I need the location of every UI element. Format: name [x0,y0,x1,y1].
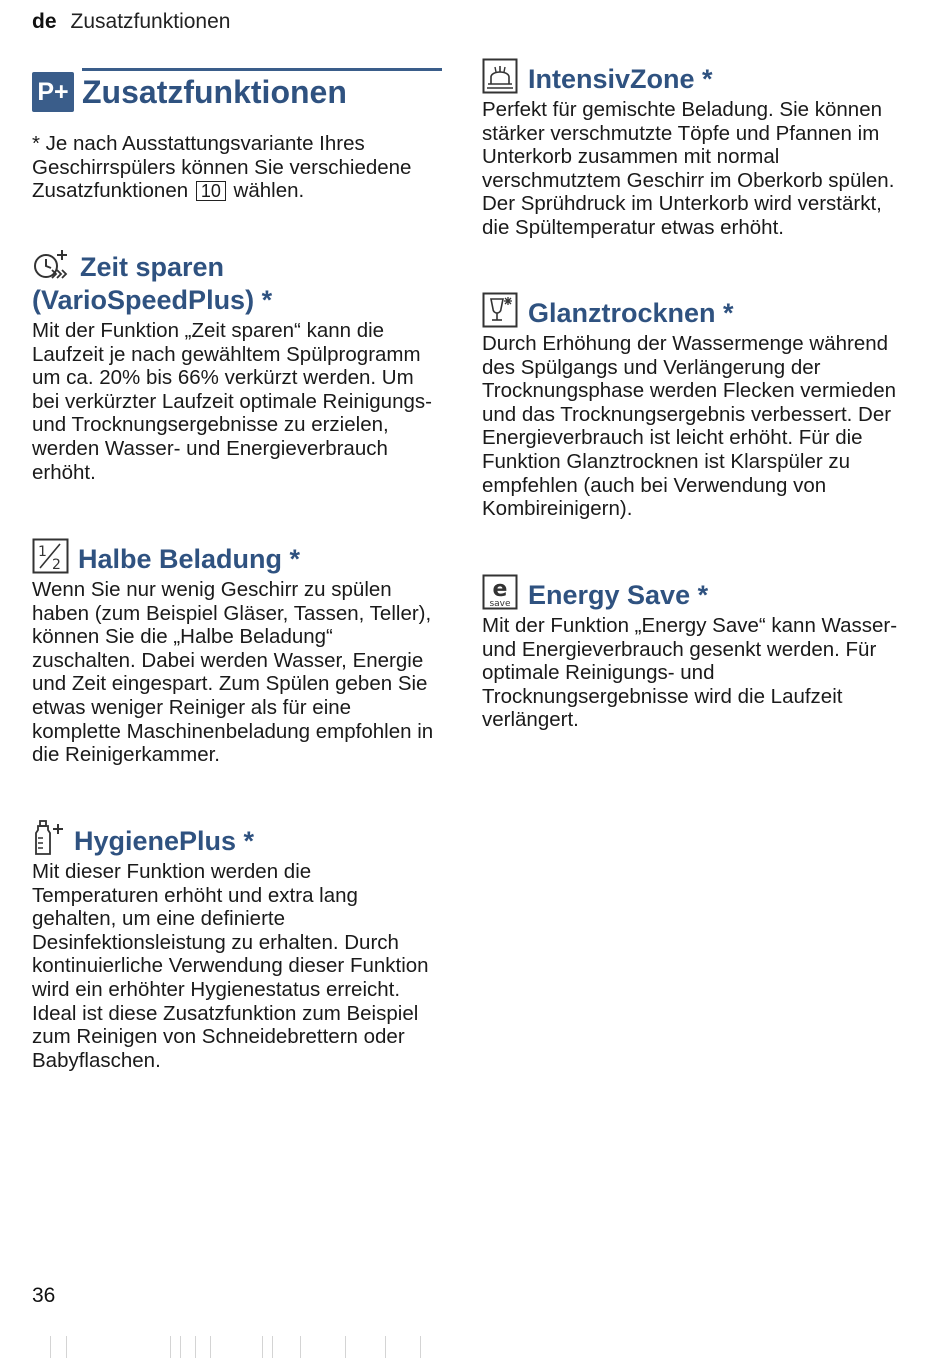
glass-shine-icon [482,292,518,328]
section-body: Mit der Funktion „Zeit sparen“ kann die Laufzeit je nach gewähltem Spülprogramm um ca. 20% bis 66% verkürzt werden. Um bei verkürzter Laufzeit optimale Reinigungs- und Trocknungsergebnisse zu erzielen, werden Wasser- und Energieverbrauch erhöht. [32,319,432,484]
clock-speed-plus-icon [32,248,70,282]
page-header [32,10,230,34]
energy-save-icon-label: save [489,599,511,609]
section-zeit-sparen [32,248,442,484]
section-body: Durch Erhöhung der Wassermenge während des Spülgangs und Verlängerung der Trocknungsphase werden Flecken vermieden und das Trocknungsergebnis verbessert. Der Energieverbrauch ist leicht erhöht. Für die Funktion Glanztrocknen ist Klarspüler zu empfehlen (auch bei Verwendung von Kombireinigern). [482,332,897,521]
intensive-zone-icon [482,58,518,94]
svg-text:2: 2 [52,557,61,573]
page-number: 36 [32,1284,56,1307]
intro-text-part: * Je nach Ausstattungsvariante Ihres Geschirrspülers können Sie verschiedene Zusatzfunktionen [32,132,412,203]
intro-text [32,132,442,203]
svg-text:1: 1 [38,544,47,560]
section-hygieneplus [32,820,442,1072]
section-title: Energy Save * [528,580,709,610]
energy-save-icon [482,574,518,610]
svg-text:e: e [492,577,508,602]
page-title: Zusatzfunktionen [82,74,347,110]
section-title: Zeit sparen [80,252,225,282]
print-marks [40,1336,440,1360]
section-halbe-beladung [32,538,442,767]
section-intensivzone [482,58,902,240]
intro-text-end: wählen. [227,179,305,203]
section-energy-save [482,574,902,732]
p-plus-icon: P+ [32,72,74,112]
reference-box: 10 [196,181,226,201]
half-load-icon [32,538,70,574]
section-title: IntensivZone * [528,64,713,94]
section-title-line2: (VarioSpeedPlus) * [32,285,273,315]
section-body: Wenn Sie nur wenig Geschirr zu spülen haben (zum Beispiel Gläser, Tassen, Teller), können Sie die „Halbe Beladung“ zuschalten. Dabei werden Wasser, Energie und Zeit eingespart. Zum Spülen geben Sie etwas weniger Reiniger als für eine komplette Maschinenbeladung empfohlen in die Reinigerkammer. [32,578,434,767]
section-body: Mit der Funktion „Energy Save“ kann Wasser- und Energieverbrauch gesenkt werden. Für optimale Reinigungs- und Trocknungsergebnisse wird die Laufzeit verlängert. [482,614,898,732]
hygiene-bottle-plus-icon [32,820,66,856]
section-title: Halbe Beladung * [78,544,301,574]
section-body: Perfekt für gemischte Beladung. Sie können stärker verschmutzte Töpfe und Pfannen im Unterkorb zusammen mit normal verschmutztem Geschirr im Oberkorb spülen. Der Sprühdruck im Unterkorb wird verstärkt, die Spültemperatur etwas erhöht. [482,98,895,239]
header-section-title: Zusatzfunktionen [70,10,231,33]
language-code: de [32,10,57,33]
section-title: HygienePlus * [74,826,255,856]
section-title: Glanztrocknen * [528,298,734,328]
title-rule [82,68,442,71]
section-glanztrocknen [482,292,902,521]
section-body: Mit dieser Funktion werden die Temperaturen erhöht und extra lang gehalten, um eine definierte Desinfektionsleistung zu erhalten. Durch kontinuierliche Verwendung dieser Funktion wird ein erhöhter Hygienestatus erreicht. Ideal ist diese Zusatzfunktion zum Beispiel zum Reinigen von Schneidebrettern oder Babyflaschen. [32,860,429,1072]
